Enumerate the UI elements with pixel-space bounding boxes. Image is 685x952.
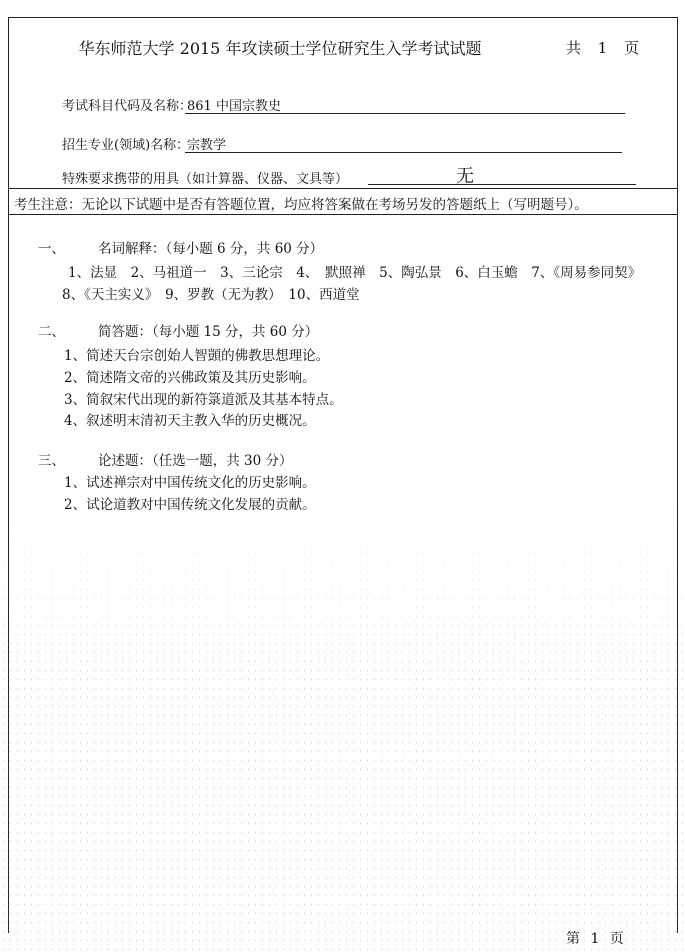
section-heading: 论述题：（任选一题，共 30 分） bbox=[98, 453, 293, 469]
major-label: 招生专业(领域)名称： bbox=[62, 138, 190, 153]
section-heading: 名词解释：（每小题 6 分，共 60 分） bbox=[98, 241, 324, 257]
total-pages: 共 1 页 bbox=[566, 39, 642, 57]
tools-underline bbox=[368, 184, 636, 185]
question-line: 1、简述天台宗创始人智顗的佛教思想理论。 bbox=[64, 348, 330, 364]
question-line: 1、法显 2、马祖道一 3、三论宗 4、 默照禅 5、陶弘景 6、白玉蟾 7、《周易参同契》 bbox=[68, 265, 642, 281]
question-line: 2、简述隋文帝的兴佛政策及其历史影响。 bbox=[64, 370, 316, 386]
question-line: 1、试述禅宗对中国传统文化的历史影响。 bbox=[64, 475, 316, 491]
major-value: 宗教学 bbox=[187, 138, 227, 153]
divider bbox=[8, 188, 678, 189]
subject-underline bbox=[185, 113, 625, 114]
major-underline bbox=[185, 152, 622, 153]
section-heading: 简答题：（每小题 15 分，共 60 分） bbox=[98, 324, 319, 340]
tools-value: 无 bbox=[456, 166, 474, 187]
divider bbox=[8, 214, 678, 215]
section-number: 一、 bbox=[38, 241, 65, 257]
tools-label: 特殊要求携带的用具（如计算器、仪器、文具等） bbox=[62, 172, 349, 187]
candidate-notice: 考生注意：无论以下试题中是否有答题位置，均应将答案做在考场另发的答题纸上（写明题号）。 bbox=[14, 197, 588, 213]
section-number: 二、 bbox=[38, 324, 65, 340]
question-line: 2、试论道教对中国传统文化发展的贡献。 bbox=[64, 497, 316, 513]
page-number: 第 1 页 bbox=[566, 931, 624, 947]
exam-title: 华东师范大学 2015 年攻读硕士学位研究生入学考试试题 bbox=[78, 39, 482, 58]
section-number: 三、 bbox=[38, 453, 65, 469]
subject-label: 考试科目代码及名称： bbox=[62, 99, 193, 114]
question-line: 4、叙述明末清初天主教入华的历史概况。 bbox=[64, 413, 316, 429]
question-line: 3、简叙宋代出现的新符箓道派及其基本特点。 bbox=[64, 392, 343, 408]
question-line: 8、《天主实义》 9、罗教（无为教） 10、西道堂 bbox=[62, 287, 360, 303]
subject-value: 861 中国宗教史 bbox=[187, 99, 281, 114]
